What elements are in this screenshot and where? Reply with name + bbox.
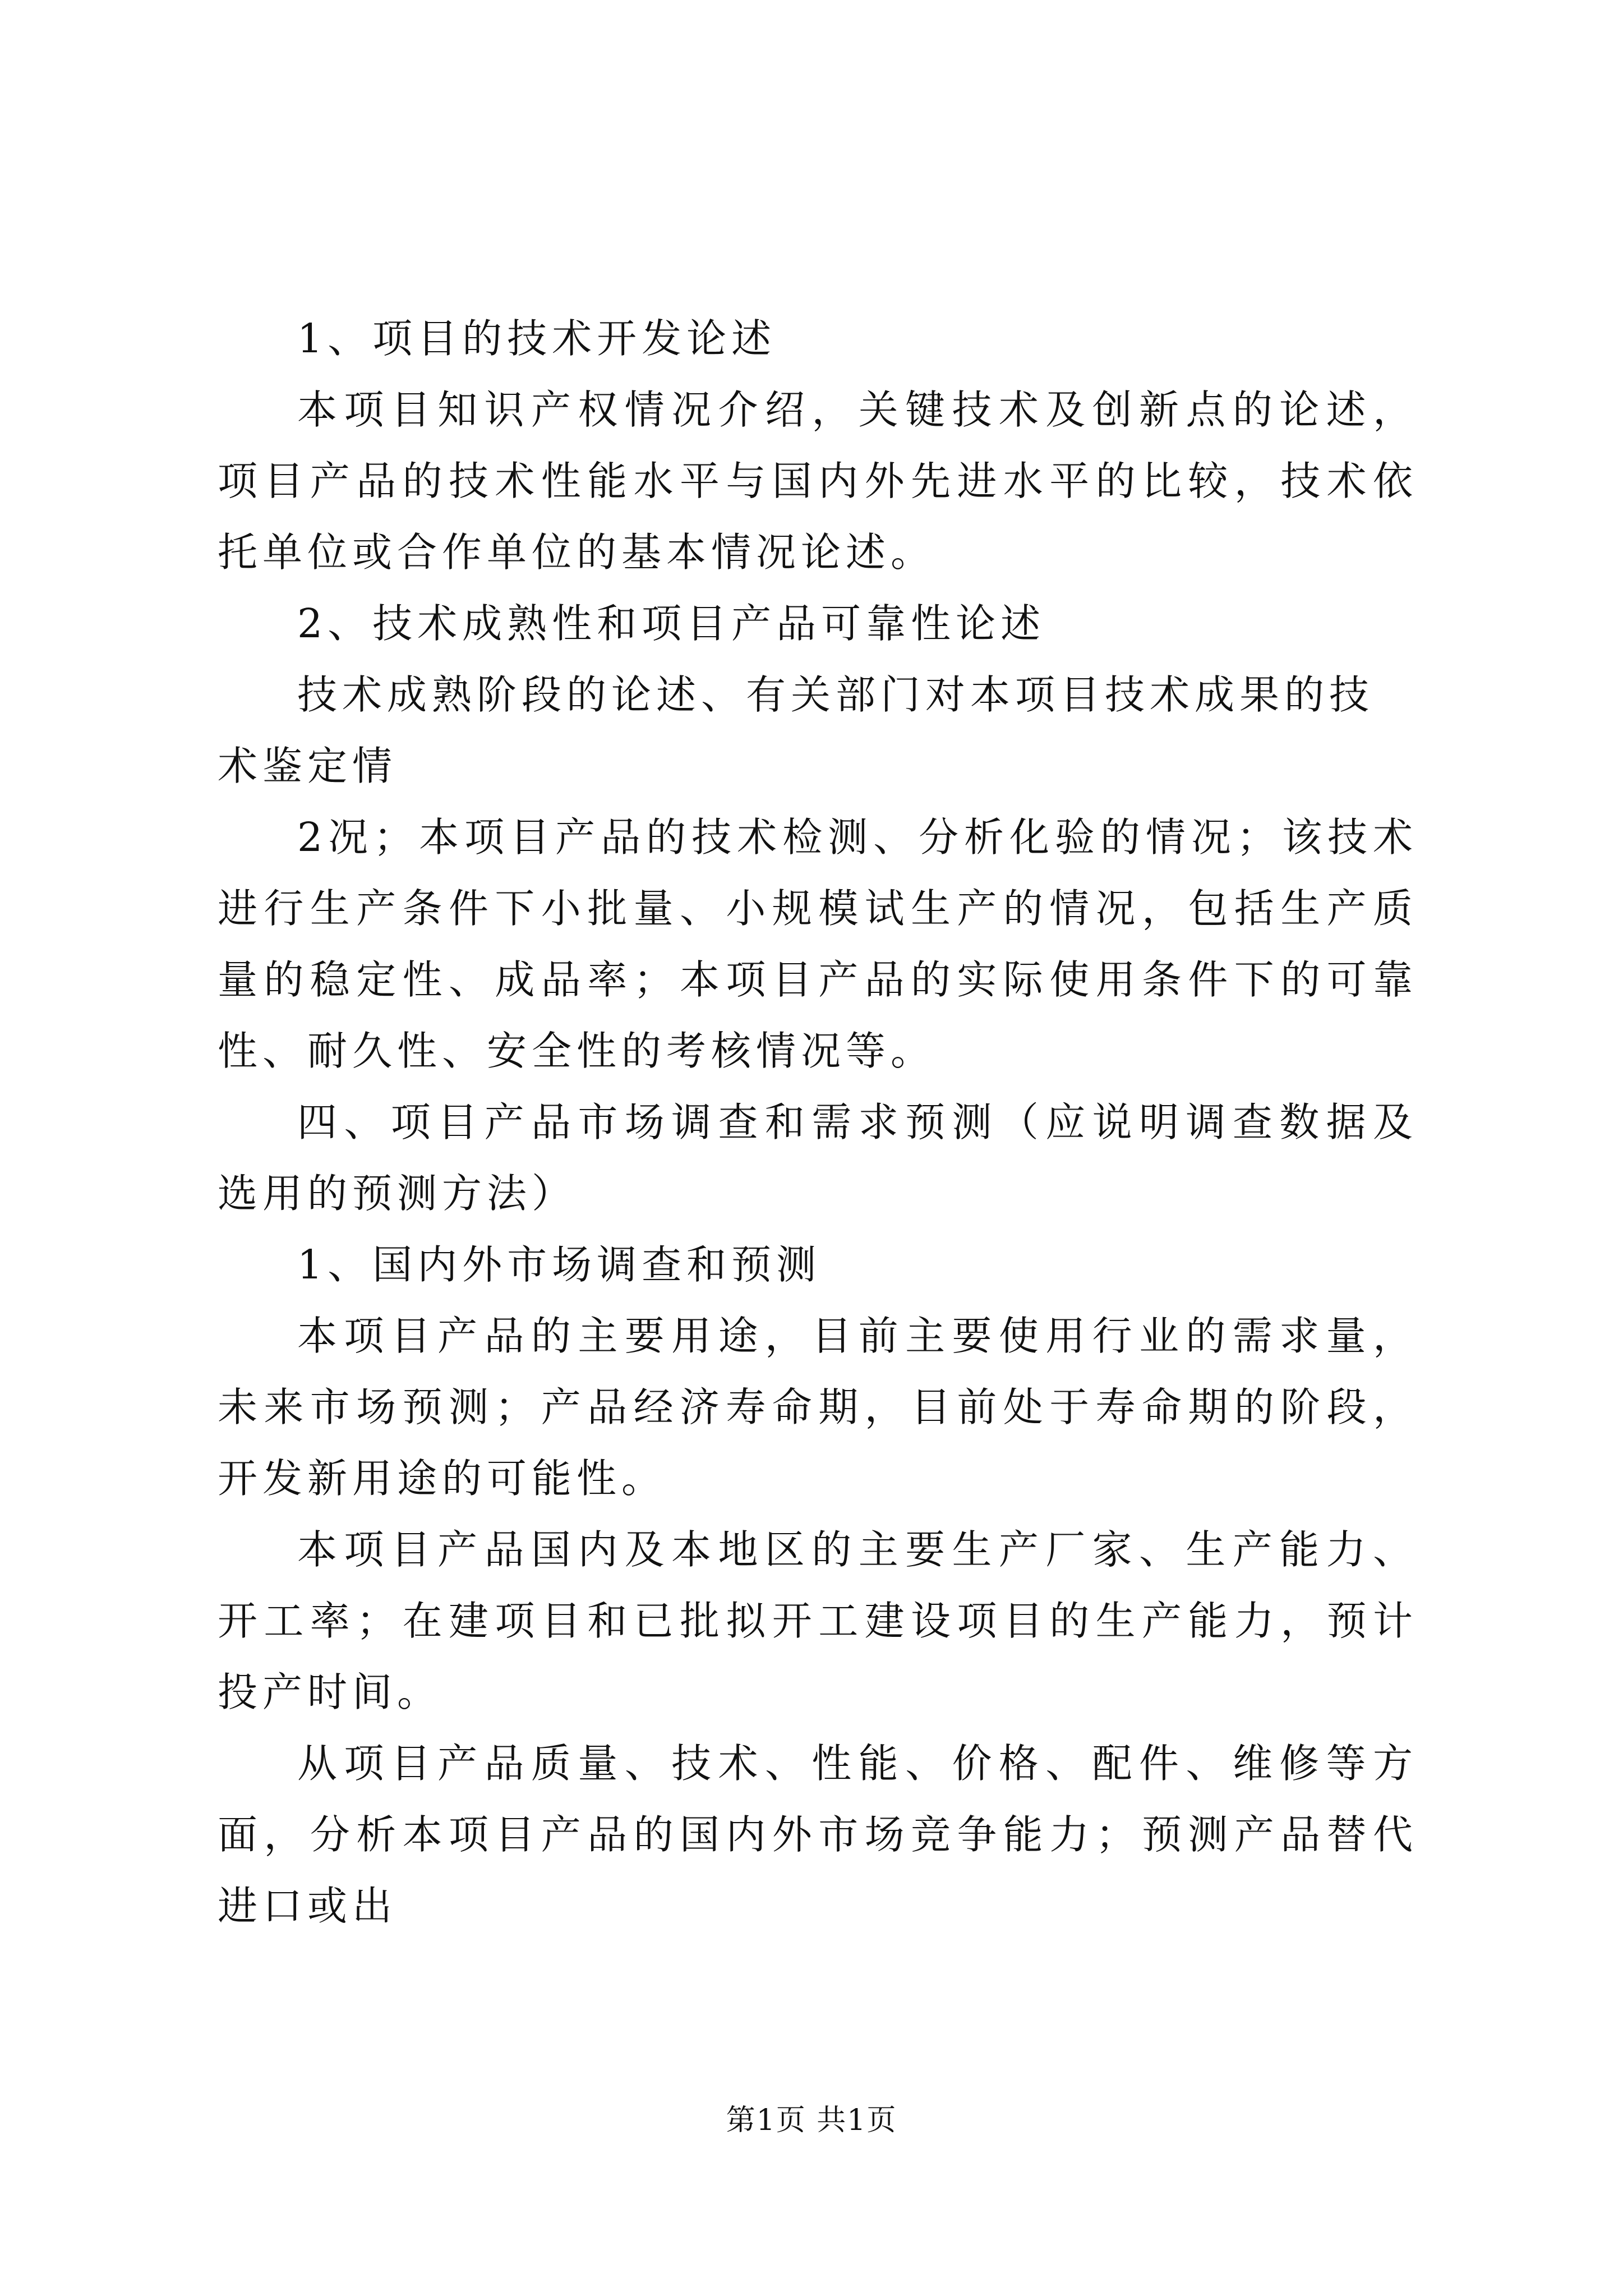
heading-domestic-foreign-market: 1、国内外市场调查和预测 xyxy=(297,1241,822,1288)
paragraph-competitiveness: 从项目产品质量、技术、性能、价格、配件、维修等方面，分析本项目产品的国内外市场竞争能力；预测产品替代进口或出 xyxy=(218,1740,1418,1929)
paragraph-ip-overview: 本项目知识产权情况介绍，关键技术及创新点的论述，项目产品的技术性能水平与国内外先进水平的比较，技术依托单位或合作单位的基本情况论述。 xyxy=(218,386,1418,576)
page-footer: 第1页 共1页 xyxy=(726,2104,897,2137)
paragraph-producers-capacity: 本项目产品国内及本地区的主要生产厂家、生产能力、开工率；在建项目和已批拟开工建设项目的生产能力，预计投产时间。 xyxy=(218,1526,1418,1715)
heading-tech-maturity: 2、技术成熟性和项目产品可靠性论述 xyxy=(297,600,1046,647)
heading-tech-development: 1、项目的技术开发论述 xyxy=(297,315,777,362)
paragraph-testing-reliability: 2况；本项目产品的技术检测、分析化验的情况；该技术进行生产条件下小批量、小规模试生产的情况，包括生产质量的稳定性、成品率；本项目产品的实际使用条件下的可靠性、耐久性、安全性的考核情况等。 xyxy=(218,814,1418,1074)
heading-market-survey: 四、项目产品市场调查和需求预测（应说明调查数据及选用的预测方法） xyxy=(218,1099,1418,1217)
document-body xyxy=(218,303,1418,1941)
paragraph-maturity-stage: 技术成熟阶段的论述、有关部门对本项目技术成果的技术鉴定情 xyxy=(218,671,1375,789)
paragraph-product-uses: 本项目产品的主要用途，目前主要使用行业的需求量，未来市场预测；产品经济寿命期，目前处于寿命期的阶段，开发新用途的可能性。 xyxy=(218,1313,1418,1502)
